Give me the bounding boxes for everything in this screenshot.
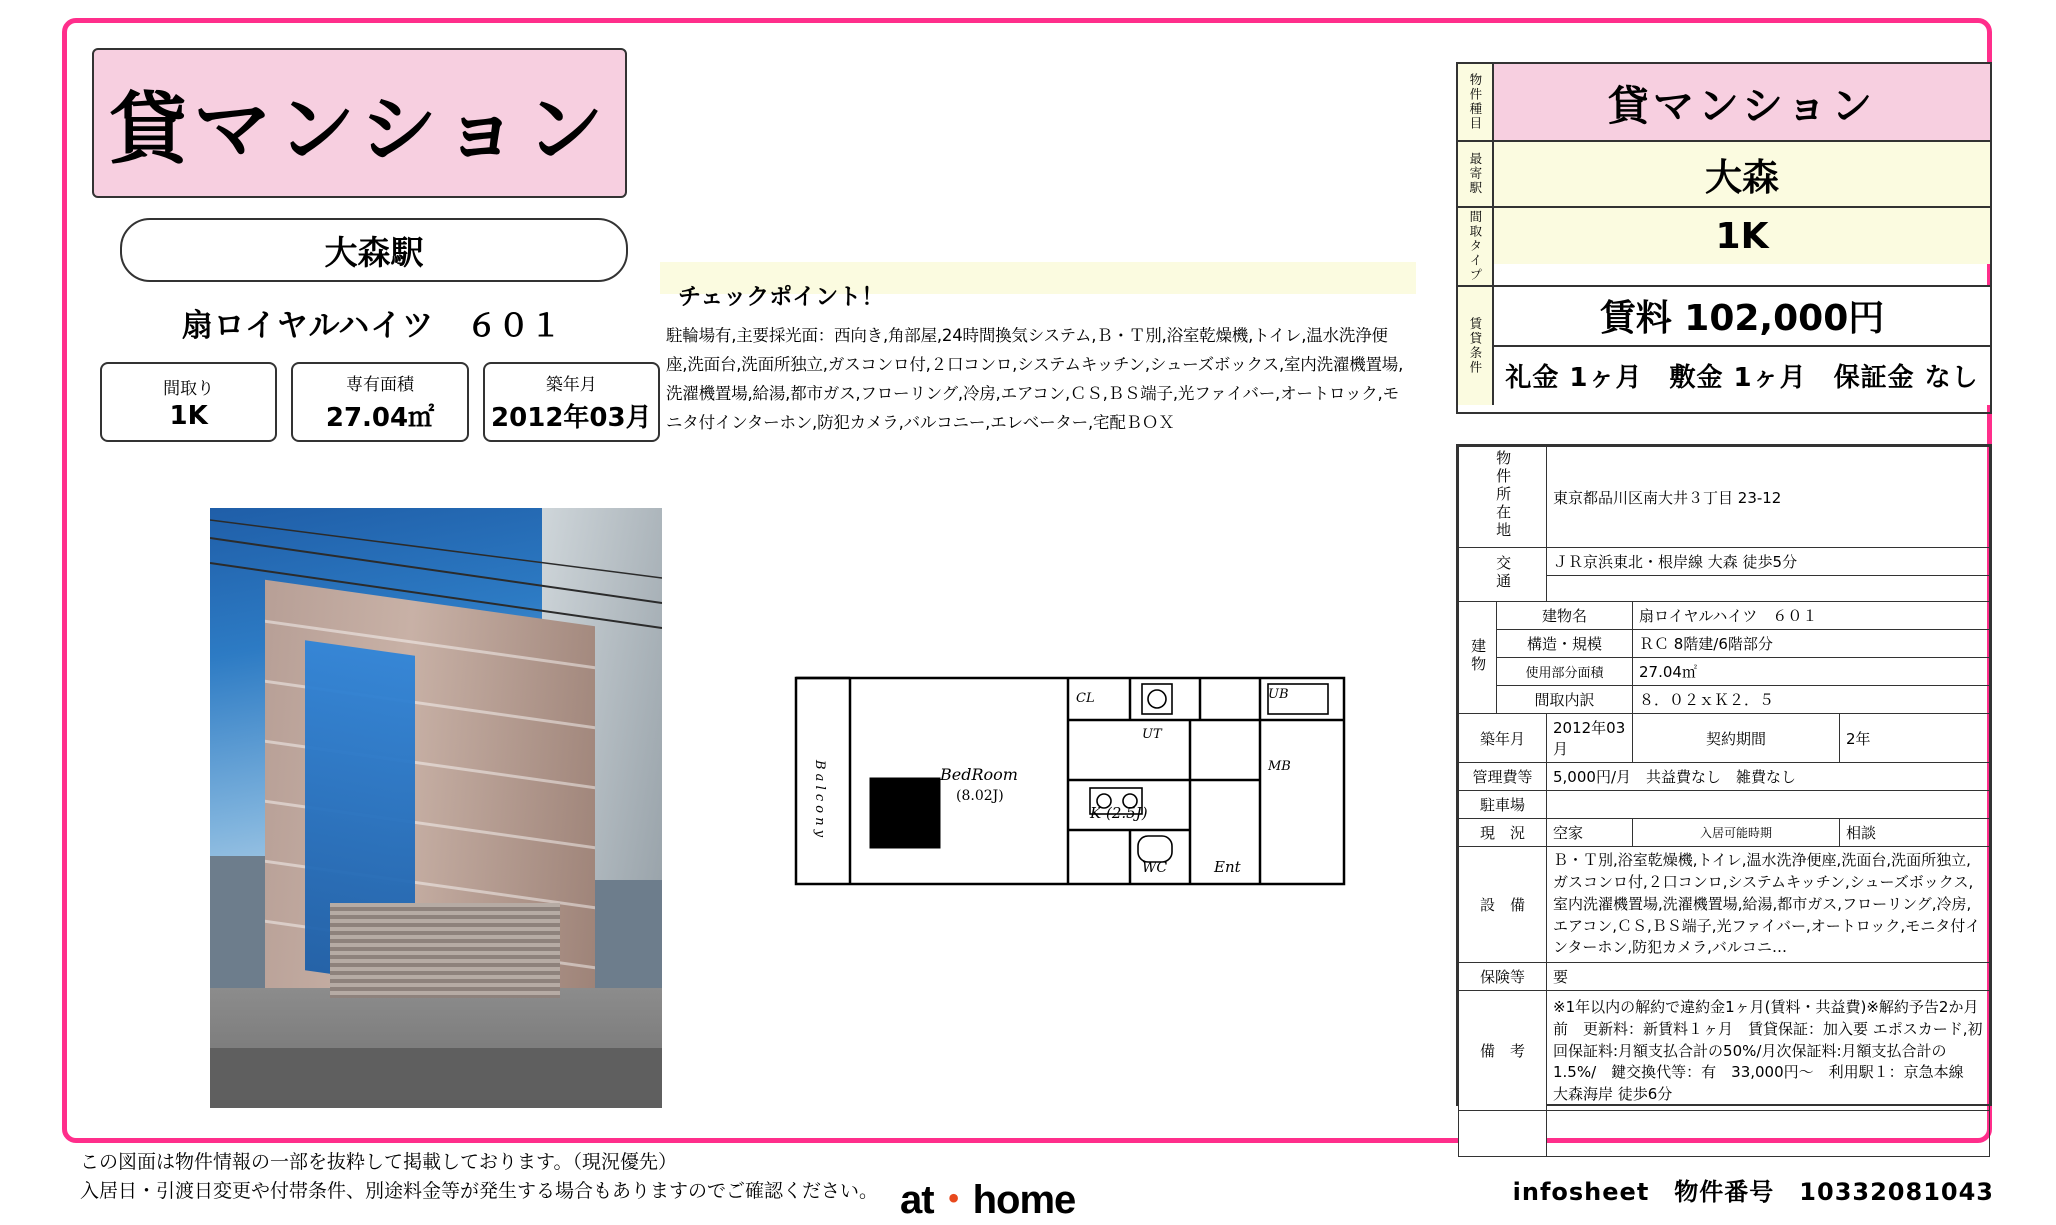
spec-built-value: 2012年03月 — [491, 403, 652, 433]
contract-label: 契約期間 — [1633, 714, 1840, 763]
parking-label: 駐車場 — [1459, 791, 1547, 819]
fp-bedroom-label: BedRoom — [940, 765, 1018, 784]
spec-layout — [100, 362, 277, 442]
spec-built — [483, 362, 660, 442]
equip-value: Ｂ・Ｔ別,浴室乾燥機,トイレ,温水洗浄便座,洗面台,洗面所独立,ガスコンロ付,２口コンロ,システムキッチン,シューズボックス,室内洗濯機置場,洗濯機置場,給湯,都市ガス,フローリング,冷房,エアコン,ＣＳ,ＢＳ端子,光ファイバー,オートロック,モニタ付インターホン,防犯カメラ,バルコニ… — [1547, 847, 1990, 963]
details-row-area — [1459, 658, 1990, 686]
structure-label: 構造・規模 — [1497, 630, 1633, 658]
summary-layout-value: 1K — [1494, 208, 1990, 264]
athome-logo — [900, 1168, 1075, 1225]
fp-ub-label: UB — [1268, 687, 1289, 702]
building-label: 建物 — [1459, 602, 1497, 714]
summary-layout-label: 間取タイプ — [1458, 208, 1494, 285]
details-panel — [1456, 444, 1992, 1106]
fp-ent-label: Ent — [1214, 858, 1241, 876]
fp-balcony-label: B a l c o n y — [812, 760, 827, 838]
movein-value: 相談 — [1839, 819, 1989, 847]
photo-road — [210, 1048, 662, 1108]
details-row-status — [1459, 819, 1990, 847]
contract-value: 2年 — [1839, 714, 1989, 763]
summary-station-value: 大森 — [1494, 142, 1990, 206]
summary-type-label: 物件種目 — [1458, 64, 1494, 140]
structure-value: ＲＣ 8階建/6階部分 — [1633, 630, 1990, 658]
summary-fees: 礼金 1ヶ月 敷金 1ヶ月 保証金 なし — [1494, 347, 1990, 405]
details-row-structure — [1459, 630, 1990, 658]
access-label: 交通 — [1459, 548, 1547, 602]
details-row-blank — [1459, 1111, 1990, 1157]
fp-wc-label: WC — [1142, 860, 1168, 876]
infosheet-label: infosheet 物件番号 — [1512, 1178, 1800, 1206]
fp-kitchen-label: K (2.5J) — [1090, 804, 1148, 822]
spec-layout-value: 1K — [169, 400, 208, 431]
summary-conditions-label: 賃貸条件 — [1458, 287, 1494, 405]
layout-detail-value: ８．０２ｘＫ２．５ — [1633, 686, 1990, 714]
property-type-text: 貸マンション — [109, 85, 610, 175]
footer-note-line1: この図面は物件情報の一部を抜粋して掲載しております。（現況優先） — [80, 1151, 677, 1173]
status-label: 現 況 — [1459, 819, 1547, 847]
address-value: 東京都品川区南大井３丁目 23-12 — [1547, 447, 1990, 548]
built-label: 築年月 — [1459, 714, 1547, 763]
fp-bedroom-size: (8.02J) — [956, 788, 1004, 804]
summary-type-value: 貸マンション — [1494, 64, 1990, 140]
blank-value — [1547, 1111, 1990, 1157]
details-row-remarks — [1459, 991, 1990, 1111]
area-value: 27.04㎡ — [1633, 658, 1990, 686]
spec-built-label: 築年月 — [545, 375, 597, 395]
summary-row-conditions — [1458, 287, 1990, 405]
property-type-title — [92, 48, 627, 198]
building-name-value: 扇ロイヤルハイツ ６０１ — [1633, 602, 1990, 630]
fp-cl-label: CL — [1076, 691, 1095, 706]
building-photo — [210, 508, 662, 1108]
details-row-parking — [1459, 791, 1990, 819]
summary-station-label: 最寄駅 — [1458, 142, 1494, 206]
details-row-layout-detail — [1459, 686, 1990, 714]
photo-garage-shutter — [330, 903, 560, 998]
insurance-value: 要 — [1547, 963, 1990, 991]
details-row-address — [1459, 447, 1990, 548]
area-label: 使用部分面積 — [1497, 658, 1633, 686]
details-row-built — [1459, 714, 1990, 763]
mgmt-value: 5,000円/月 共益費なし 雑費なし — [1547, 763, 1990, 791]
infosheet-number — [1513, 1172, 1994, 1207]
access-value: ＪＲ京浜東北・根岸線 大森 徒歩5分 — [1547, 548, 1990, 576]
spec-layout-label: 間取り — [163, 378, 215, 399]
details-row-equip — [1459, 847, 1990, 963]
fp-mb-label: MB — [1268, 759, 1291, 774]
access-value-2 — [1547, 576, 1990, 602]
parking-value — [1547, 791, 1990, 819]
mgmt-label: 管理費等 — [1459, 763, 1547, 791]
station-text: 大森駅 — [324, 232, 424, 272]
status-value: 空家 — [1547, 819, 1633, 847]
movein-label: 入居可能時期 — [1633, 819, 1840, 847]
address-label: 物件所在地 — [1459, 447, 1547, 548]
details-row-mgmt — [1459, 763, 1990, 791]
summary-row-type — [1458, 64, 1990, 142]
checkpoint-title: チェックポイント！ — [678, 284, 885, 310]
details-row-insurance — [1459, 963, 1990, 991]
summary-row-station — [1458, 142, 1990, 208]
floor-plan — [790, 660, 1350, 910]
equip-label: 設 備 — [1459, 847, 1547, 963]
built-value: 2012年03月 — [1547, 714, 1633, 763]
athome-brand-2: home — [972, 1178, 1076, 1222]
layout-detail-label: 間取内訳 — [1497, 686, 1633, 714]
details-row-building-name — [1459, 602, 1990, 630]
athome-brand-1: at — [900, 1178, 934, 1222]
spec-row — [100, 362, 660, 442]
blank-label — [1459, 1111, 1547, 1157]
summary-panel — [1456, 62, 1992, 414]
footer-note — [80, 1148, 980, 1207]
footer-note-line2: 入居日・引渡日変更や付帯条件、別途料金等が発生する場合もありますのでご確認ください。 — [80, 1180, 879, 1203]
building-name-label: 建物名 — [1497, 602, 1633, 630]
spec-area-value: 27.04㎡ — [325, 403, 435, 433]
spec-area — [291, 362, 468, 442]
remarks-value: ※1年以内の解約で違約金1ヶ月(賃料・共益費)※解約予告2か月前 更新料：新賃料１ヶ月 賃貸保証：加入要 エポスカード,初回保証料:月額支払合計の50%/月次保証料:月額支払合計の1.5%/ 鍵交換代等：有 33,000円〜 利用駅１：京急本線 大森海岸 徒歩6分 — [1547, 991, 1990, 1111]
building-name: 扇ロイヤルハイツ ６０１ — [181, 307, 563, 344]
summary-row-layout — [1458, 208, 1990, 287]
checkpoint-body: 駐輪場有,主要採光面：西向き,角部屋,24時間換気システム,Ｂ・Ｔ別,浴室乾燥機,トイレ,温水洗浄便座,洗面台,洗面所独立,ガスコンロ付,２口コンロ,システムキッチン,シューズボックス,室内洗濯機置場,洗濯機置場,給湯,都市ガス,フローリング,冷房,エアコン,ＣＳ,ＢＳ端子,光ファイバー,オートロック,モニタ付インターホン,防犯カメラ,バルコニー,エレベーター,宅配ＢＯＸ — [666, 326, 1404, 432]
insurance-label: 保険等 — [1459, 963, 1547, 991]
spec-area-label: 専有面積 — [345, 375, 414, 395]
details-row-access — [1459, 548, 1990, 576]
station-badge — [120, 218, 628, 282]
summary-rent: 賃料 102,000円 — [1494, 287, 1990, 347]
athome-brand-dot: ・ — [933, 1178, 973, 1222]
infosheet-value: 10332081043 — [1799, 1178, 1994, 1206]
remarks-label: 備 考 — [1459, 991, 1547, 1111]
fp-ut-label: UT — [1142, 727, 1162, 742]
